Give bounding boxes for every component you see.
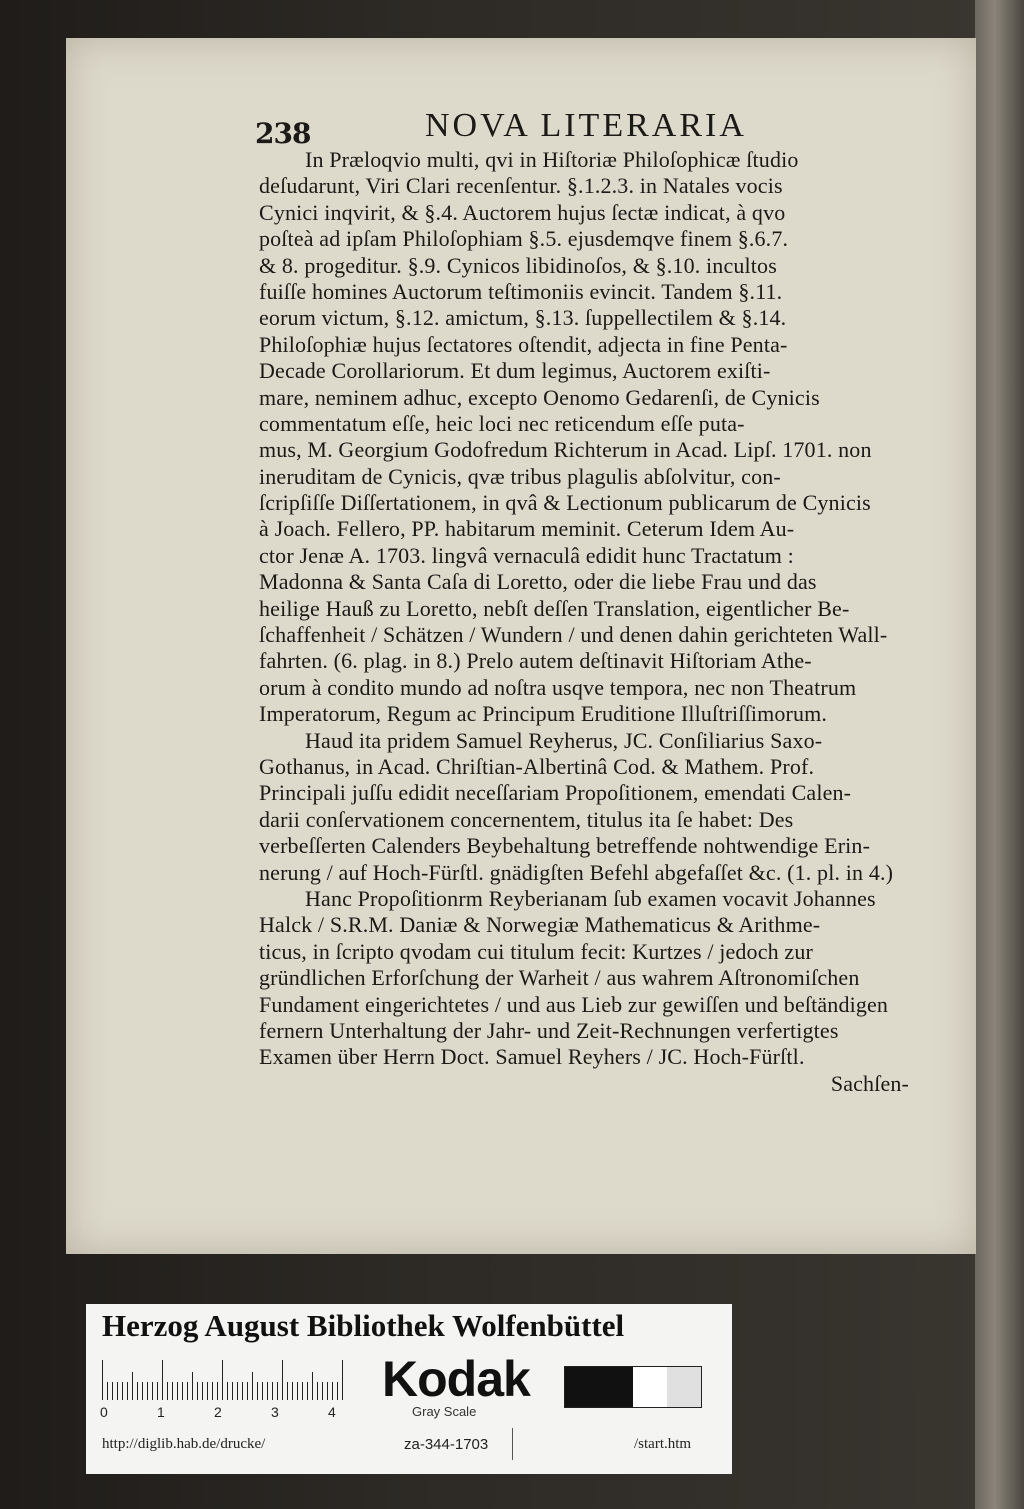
- page-number: 238: [255, 117, 311, 150]
- id-divider: [512, 1428, 513, 1460]
- book-page: [66, 38, 976, 1254]
- running-head: NOVA LITERARIA: [425, 107, 747, 144]
- ruler-tick: [317, 1382, 318, 1400]
- ruler-tick: [267, 1382, 268, 1400]
- text-line: In Præloqvio multi, qvi in Hiſtoriæ Philoſophicæ ſtudio: [305, 147, 799, 172]
- ruler-tick: [327, 1382, 328, 1400]
- ruler-number: 2: [214, 1404, 222, 1420]
- ruler-tick: [292, 1382, 293, 1400]
- text-line: Gothanus, in Acad. Chriſtian-Albertinâ Cod. & Mathem. Prof.: [259, 753, 815, 779]
- ruler-tick: [197, 1382, 198, 1400]
- text-line: Philoſophiæ hujus ſectatores oſtendit, adjecta in fine Penta-: [259, 331, 788, 357]
- text-line: Sachſen-: [830, 1070, 909, 1096]
- ruler-tick: [257, 1382, 258, 1400]
- text-line: Hanc Propoſitionrm Reyberianam ſub examen vocavit Johannes: [305, 885, 876, 911]
- text-line: fahrten. (6. plag. in 8.) Prelo autem deſtinavit Hiſtoriam Athe-: [259, 648, 812, 674]
- text-line: Fundament eingerichtetes / und aus Lieb zur gewiſſen und beſtändigen: [259, 991, 889, 1017]
- text-line: eorum victum, §.12. amictum, §.13. ſuppellectilem & §.14.: [259, 305, 787, 331]
- text-line: Principali juſſu edidit neceſſariam Propoſitionem, emendati Calen-: [259, 780, 852, 806]
- ruler-tick: [262, 1382, 263, 1400]
- text-line: ineruditam de Cynicis, qvæ tribus plagulis abſolvitur, con-: [259, 463, 781, 489]
- ruler-tick: [187, 1382, 188, 1400]
- text-line: Examen über Herrn Doct. Samuel Reyhers / JC. Hoch-Fürſtl.: [259, 1044, 805, 1070]
- text-line: mare, neminem adhuc, excepto Oenomo Gedarenſi, de Cynicis: [259, 384, 820, 410]
- ruler-tick: [252, 1372, 253, 1400]
- kodak-logo: Kodak: [382, 1351, 530, 1407]
- ruler-tick: [182, 1382, 183, 1400]
- color-target-strip: [86, 1304, 732, 1474]
- ruler-tick: [152, 1382, 153, 1400]
- ruler-tick: [107, 1382, 108, 1400]
- text-line: Imperatorum, Regum ac Principum Eruditione Illuſtriſſimorum.: [259, 701, 828, 727]
- ruler-tick: [227, 1382, 228, 1400]
- text-line: Haud ita pridem Samuel Reyherus, JC. Conſiliarius Saxo-: [305, 727, 823, 753]
- text-line: gründlichen Erforſchung der Warheit / aus wahrem Aſtronomiſchen: [259, 965, 860, 991]
- ruler-tick: [202, 1382, 203, 1400]
- text-line: mus, M. Georgium Godofredum Richterum in Acad. Lipſ. 1701. non: [259, 437, 872, 463]
- ruler-tick: [147, 1382, 148, 1400]
- text-line: deſudarunt, Viri Clari recenſentur. §.1.2.3. in Natales vocis: [259, 173, 783, 199]
- body-text: [259, 147, 949, 1097]
- text-line: fernern Unterhaltung der Jahr- und Zeit-Rechnungen verfertigtes: [259, 1017, 839, 1043]
- text-line: darii conſervationem concernentem, titulus ita ſe habet: Des: [259, 806, 794, 832]
- ruler-number: 3: [271, 1404, 279, 1420]
- text-line: fuiſſe homines Auctorum teſtimoniis evincit. Tandem §.11.: [259, 278, 783, 304]
- ruler-tick: [132, 1372, 133, 1400]
- gray-swatch: [565, 1367, 599, 1407]
- ruler-numbers: [100, 1404, 360, 1424]
- book-edge: [975, 0, 1024, 1509]
- ruler-tick: [247, 1382, 248, 1400]
- page-content: [255, 103, 949, 1183]
- text-line: ſcripſiſſe Diſſertationem, in qvâ & Lectionum publicarum de Cynicis: [259, 490, 871, 516]
- ruler-tick: [222, 1360, 223, 1400]
- ruler-tick: [302, 1382, 303, 1400]
- gray-swatch: [667, 1367, 701, 1407]
- text-line: verbeſſerten Calenders Beybehaltung betreffende nohtwendige Erin-: [259, 833, 871, 859]
- text-line: à Joach. Fellero, PP. habitarum meminit. Ceterum Idem Au-: [259, 516, 795, 542]
- text-line: commentatum eſſe, heic loci nec reticendum eſſe puta-: [259, 410, 745, 436]
- ruler-tick: [127, 1382, 128, 1400]
- ruler-tick: [322, 1382, 323, 1400]
- library-title: Herzog August Bibliothek Wolfenbüttel: [102, 1308, 625, 1343]
- ruler-tick: [272, 1382, 273, 1400]
- ruler-tick: [232, 1382, 233, 1400]
- ruler-tick: [337, 1382, 338, 1400]
- gray-swatch: [599, 1367, 633, 1407]
- text-line: heilige Hauß zu Loretto, nebſt deſſen Translation, eigentlicher Be-: [259, 595, 850, 621]
- text-line: Halck / S.R.M. Daniæ & Norwegiæ Mathematicus & Arithme-: [259, 912, 821, 938]
- ruler-tick: [172, 1382, 173, 1400]
- ruler-tick: [282, 1360, 283, 1400]
- text-line: Cynici inqvirit, & §.4. Auctorem hujus ſectæ indicat, à qvo: [259, 199, 786, 225]
- ruler-tick: [342, 1360, 343, 1400]
- ruler-tick: [312, 1372, 313, 1400]
- ruler-scale: [102, 1360, 348, 1400]
- text-line: nerung / auf Hoch-Fürſtl. gnädigſten Befehl abgefaſſet &c. (1. pl. in 4.): [259, 859, 894, 885]
- ruler-tick: [142, 1382, 143, 1400]
- ruler-tick: [102, 1360, 103, 1400]
- ruler-number: 0: [100, 1404, 108, 1420]
- ruler-number: 1: [157, 1404, 165, 1420]
- text-line: ſchaffenheit / Schätzen / Wundern / und denen dahin gerichteten Wall-: [259, 622, 888, 648]
- gray-scale-swatches: [564, 1366, 702, 1408]
- ruler-tick: [137, 1382, 138, 1400]
- text-line: Decade Corollariorum. Et dum legimus, Auctorem exiſti-: [259, 358, 771, 384]
- ruler-tick: [192, 1372, 193, 1400]
- start-path: /start.htm: [634, 1436, 692, 1452]
- text-line: ctor Jenæ A. 1703. lingvâ vernaculâ edidit hunc Tractatum :: [259, 542, 794, 568]
- text-line: poſteà ad ipſam Philoſophiam §.5. ejusdemqve finem §.6.7.: [259, 226, 789, 252]
- ruler-tick: [112, 1382, 113, 1400]
- text-line: Madonna & Santa Caſa di Loretto, oder die liebe Frau und das: [259, 569, 817, 595]
- ruler-number: 4: [328, 1404, 336, 1420]
- library-url: http://diglib.hab.de/drucke/: [102, 1436, 266, 1452]
- ruler-tick: [117, 1382, 118, 1400]
- shelf-id: za-344-1703: [404, 1436, 489, 1453]
- ruler-tick: [212, 1382, 213, 1400]
- ruler-tick: [217, 1382, 218, 1400]
- text-line: orum à condito mundo ad noſtra usqve tempora, nec non Theatrum: [259, 674, 857, 700]
- ruler-tick: [207, 1382, 208, 1400]
- text-line: & 8. progeditur. §.9. Cynicos libidinoſos, & §.10. incultos: [259, 252, 777, 278]
- ruler-tick: [287, 1382, 288, 1400]
- gray-swatch: [633, 1367, 667, 1407]
- ruler-tick: [162, 1360, 163, 1400]
- ruler-tick: [297, 1382, 298, 1400]
- ruler-tick: [242, 1382, 243, 1400]
- text-line: ticus, in ſcripto qvodam cui titulum fecit: Kurtzes / jedoch zur: [259, 938, 813, 964]
- ruler-tick: [307, 1382, 308, 1400]
- ruler-tick: [167, 1382, 168, 1400]
- ruler-tick: [157, 1382, 158, 1400]
- page-header: [255, 103, 949, 150]
- ruler-tick: [332, 1382, 333, 1400]
- ruler-tick: [277, 1382, 278, 1400]
- gray-scale-label: Gray Scale: [412, 1404, 477, 1419]
- ruler-tick: [237, 1382, 238, 1400]
- ruler-tick: [177, 1382, 178, 1400]
- ruler-tick: [122, 1382, 123, 1400]
